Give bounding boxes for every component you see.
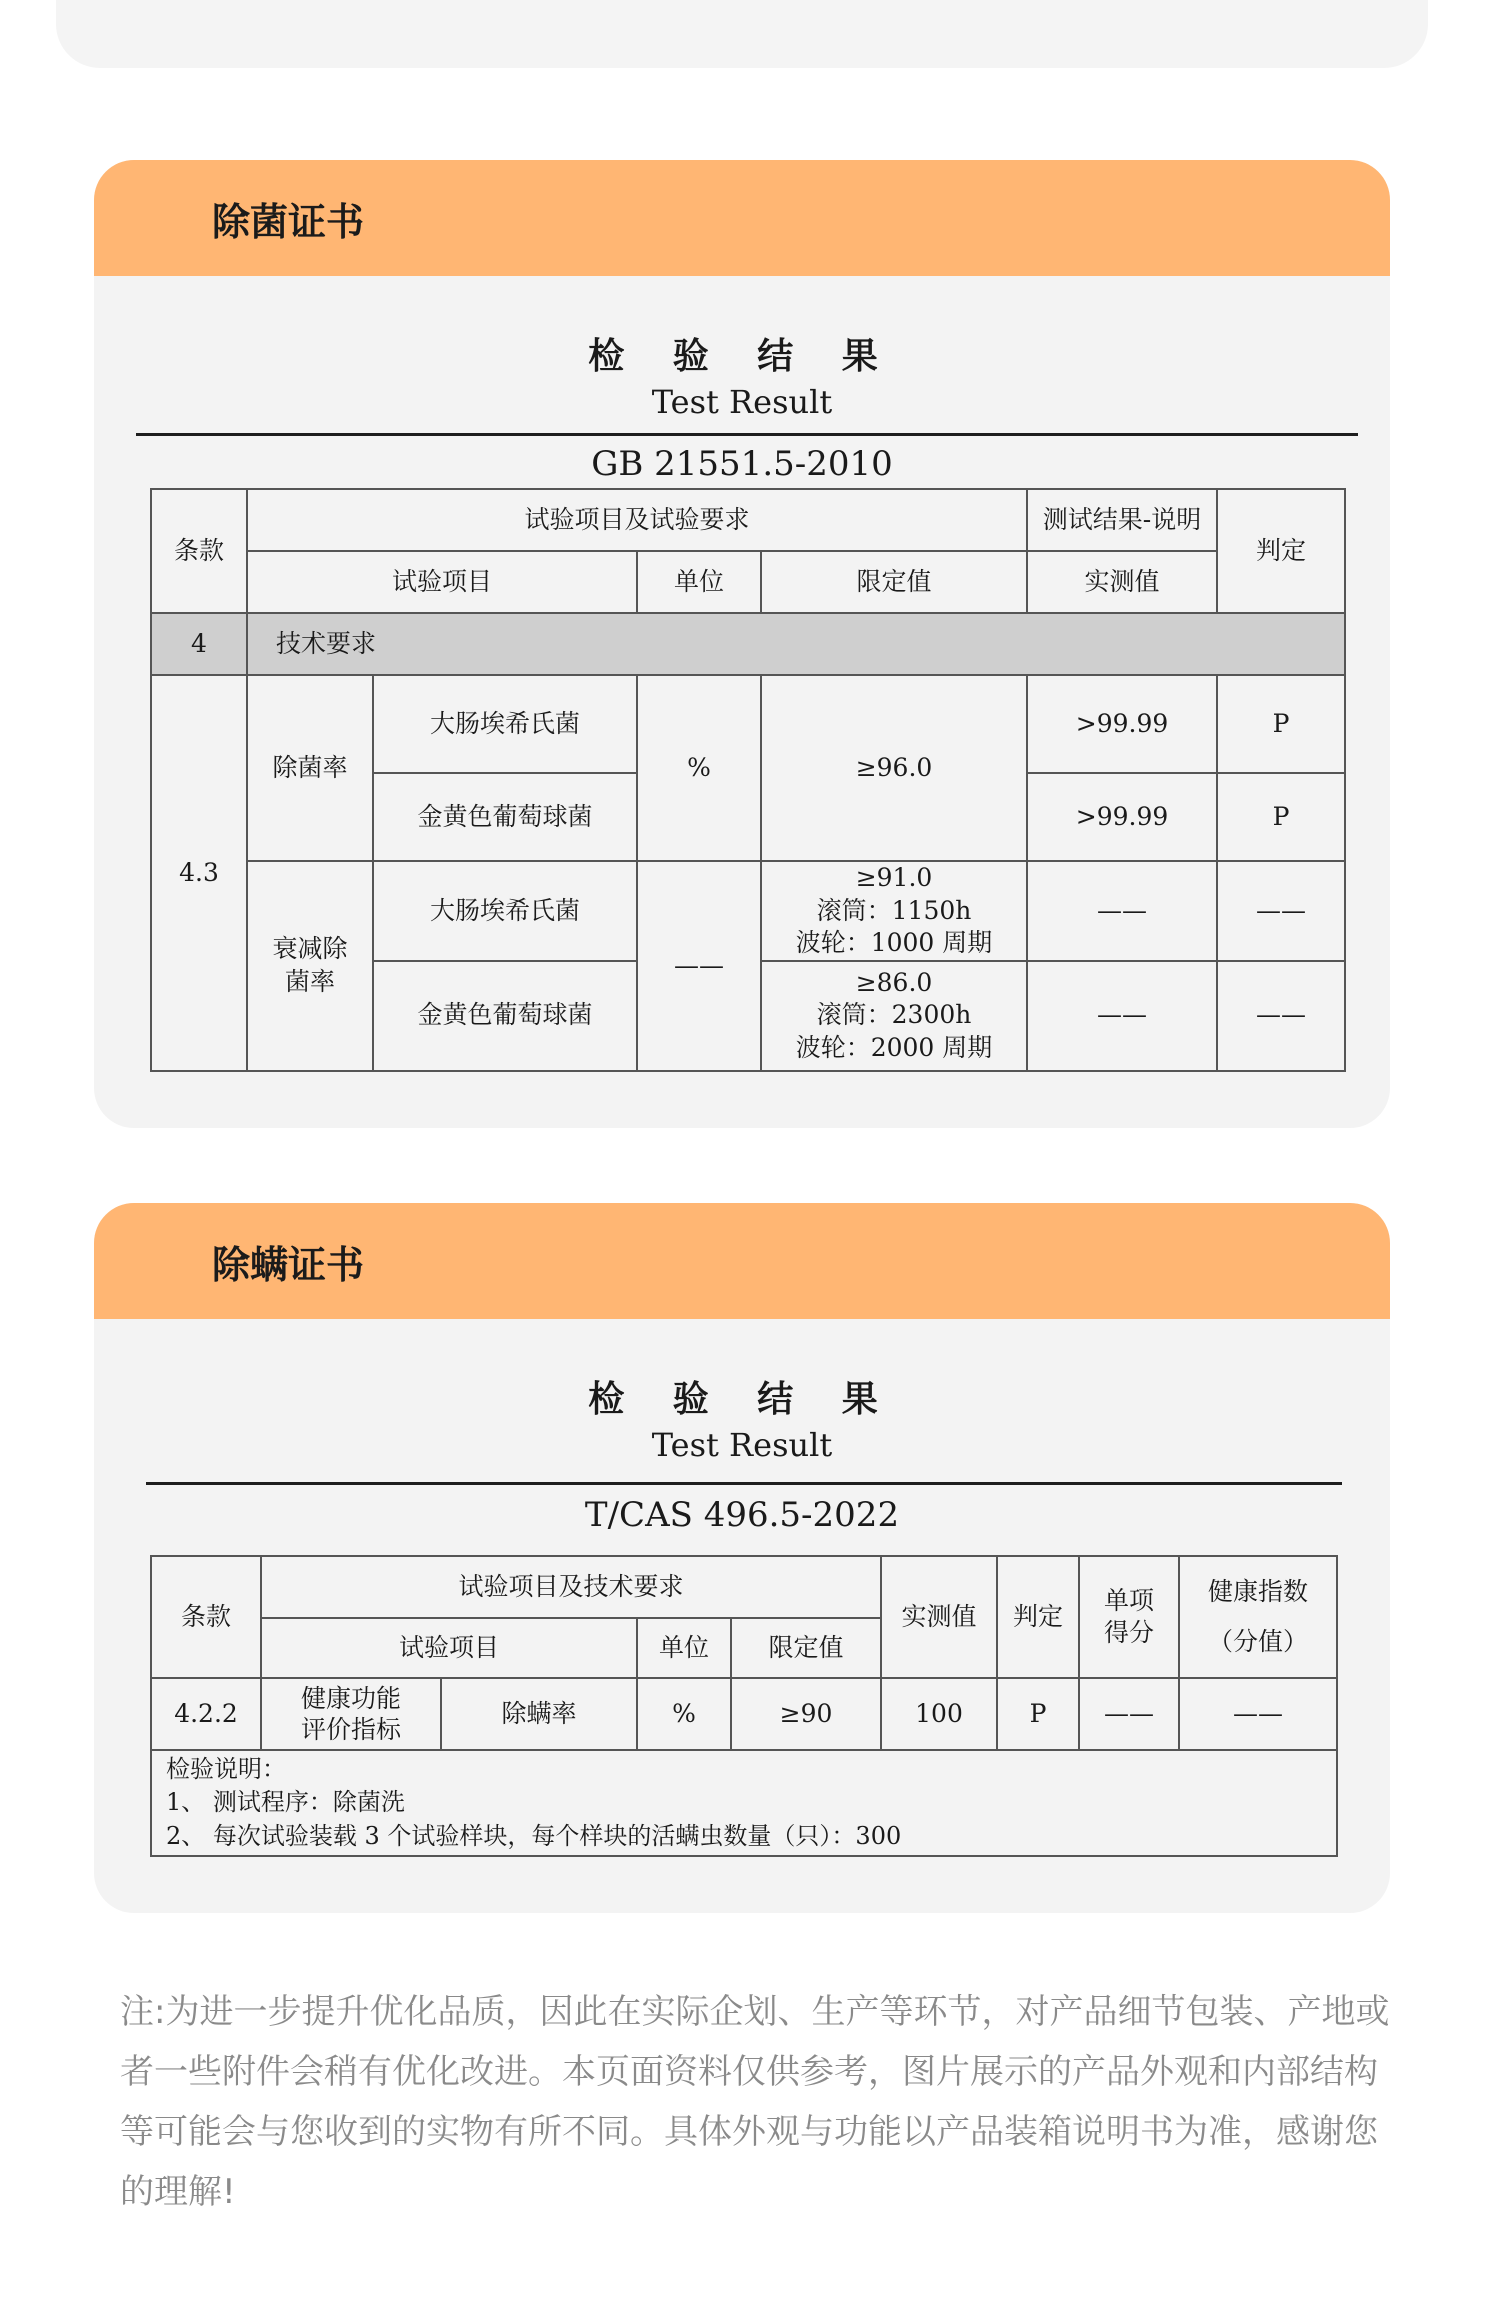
clause-4-3: 4.3 <box>151 675 247 1071</box>
row-clause: 4.2.2 <box>151 1678 261 1750</box>
header-test-group: 试验项目及试验要求 <box>247 489 1027 551</box>
row-judge: P <box>997 1678 1079 1750</box>
header-judge: 判定 <box>1217 489 1345 613</box>
header-limit: 限定值 <box>731 1618 881 1678</box>
title-divider <box>136 433 1358 436</box>
rate-label: 除菌率 <box>247 675 373 861</box>
rate-judge-1: P <box>1217 675 1345 773</box>
decay-bacteria-2: 金黄色葡萄球菌 <box>373 961 637 1071</box>
antibacterial-certificate-card <box>94 160 1390 1128</box>
antimite-certificate-card <box>94 1203 1390 1913</box>
test-result-title-en: Test Result <box>651 1426 833 1464</box>
antimite-certificate-header: 除螨证书 <box>94 1203 1390 1319</box>
header-item-score: 单项得分 <box>1079 1556 1179 1678</box>
test-result-title-cn: 检 验 结 果 <box>588 1378 896 1420</box>
title-divider <box>146 1482 1342 1485</box>
header-health-index-label: 健康指数 <box>1208 1576 1309 1606</box>
row-category: 健康功能评价指标 <box>261 1678 441 1750</box>
header-test-group: 试验项目及技术要求 <box>261 1556 881 1618</box>
top-card-bottom-edge <box>56 0 1428 68</box>
test-notes-title: 检验说明： <box>166 1754 286 1783</box>
decay-judge-2: —— <box>1217 961 1345 1071</box>
header-clause: 条款 <box>151 1556 261 1678</box>
tech-row-clause: 4 <box>151 613 247 675</box>
antimite-results-table <box>150 1555 1338 1857</box>
header-unit: 单位 <box>637 1618 731 1678</box>
row-limit: ≥90 <box>731 1678 881 1750</box>
rate-measured-2: >99.99 <box>1027 773 1217 861</box>
row-score: —— <box>1079 1678 1179 1750</box>
decay-limit-1-pulsator: 波轮：1000 周期 <box>795 928 993 957</box>
test-notes <box>151 1750 1337 1856</box>
rate-bacteria-1: 大肠埃希氏菌 <box>373 675 637 773</box>
header-test-item: 试验项目 <box>247 551 637 613</box>
header-clause: 条款 <box>151 489 247 613</box>
decay-label: 衰减除菌率 <box>247 861 373 1071</box>
header-test-item: 试验项目 <box>261 1618 637 1678</box>
antibacterial-certificate-header: 除菌证书 <box>94 160 1390 276</box>
decay-limit-2-value: ≥86.0 <box>855 967 933 997</box>
test-notes-line-2: 2、 每次试验装载 3 个试验样块，每个样块的活螨虫数量（只）：300 <box>166 1821 902 1850</box>
decay-measured-1: —— <box>1027 861 1217 961</box>
decay-unit: —— <box>637 861 761 1071</box>
row-measured: 100 <box>881 1678 997 1750</box>
decay-limit-1 <box>761 861 1027 961</box>
header-judge: 判定 <box>997 1556 1079 1678</box>
test-result-title-cn: 检 验 结 果 <box>588 335 896 377</box>
header-measured: 实测值 <box>881 1556 997 1678</box>
disclaimer-note: 注:为进一步提升优化品质，因此在实际企划、生产等环节，对产品细节包装、产地或者一些附件会稍有优化改进。本页面资料仅供参考，图片展示的产品外观和内部结构等可能会与您收到的实物有所不同。具体外观与功能以产品装箱说明书为准，感谢您的理解! <box>120 1992 1390 2212</box>
tech-row-label: 技术要求 <box>247 613 1345 675</box>
test-notes-line-1: 1、 测试程序：除菌洗 <box>166 1788 405 1817</box>
decay-bacteria-1: 大肠埃希氏菌 <box>373 861 637 961</box>
rate-measured-1: >99.99 <box>1027 675 1217 773</box>
standard-number: GB 21551.5-2010 <box>591 444 893 484</box>
decay-limit-2-pulsator: 波轮：2000 周期 <box>795 1032 993 1062</box>
decay-limit-1-drum: 滚筒：1150h <box>816 895 972 925</box>
row-item: 除螨率 <box>441 1678 637 1750</box>
rate-judge-2: P <box>1217 773 1345 861</box>
rate-limit: ≥96.0 <box>761 675 1027 861</box>
row-unit: % <box>637 1678 731 1750</box>
decay-limit-1-value: ≥91.0 <box>855 863 933 892</box>
header-unit: 单位 <box>637 551 761 613</box>
rate-bacteria-2: 金黄色葡萄球菌 <box>373 773 637 861</box>
test-result-title-en: Test Result <box>651 383 833 421</box>
decay-measured-2: —— <box>1027 961 1217 1071</box>
standard-number: T/CAS 496.5-2022 <box>584 1495 900 1535</box>
decay-limit-2 <box>761 961 1027 1071</box>
antibacterial-results-table <box>150 488 1346 1072</box>
header-measured: 实测值 <box>1027 551 1217 613</box>
header-limit: 限定值 <box>761 551 1027 613</box>
rate-unit: % <box>637 675 761 861</box>
header-health-index <box>1179 1556 1337 1678</box>
row-health: —— <box>1179 1678 1337 1750</box>
header-health-index-sub: （分值） <box>1208 1627 1309 1656</box>
decay-limit-2-drum: 滚筒：2300h <box>816 1000 972 1030</box>
header-result-group: 测试结果-说明 <box>1027 489 1217 551</box>
decay-judge-1: —— <box>1217 861 1345 961</box>
